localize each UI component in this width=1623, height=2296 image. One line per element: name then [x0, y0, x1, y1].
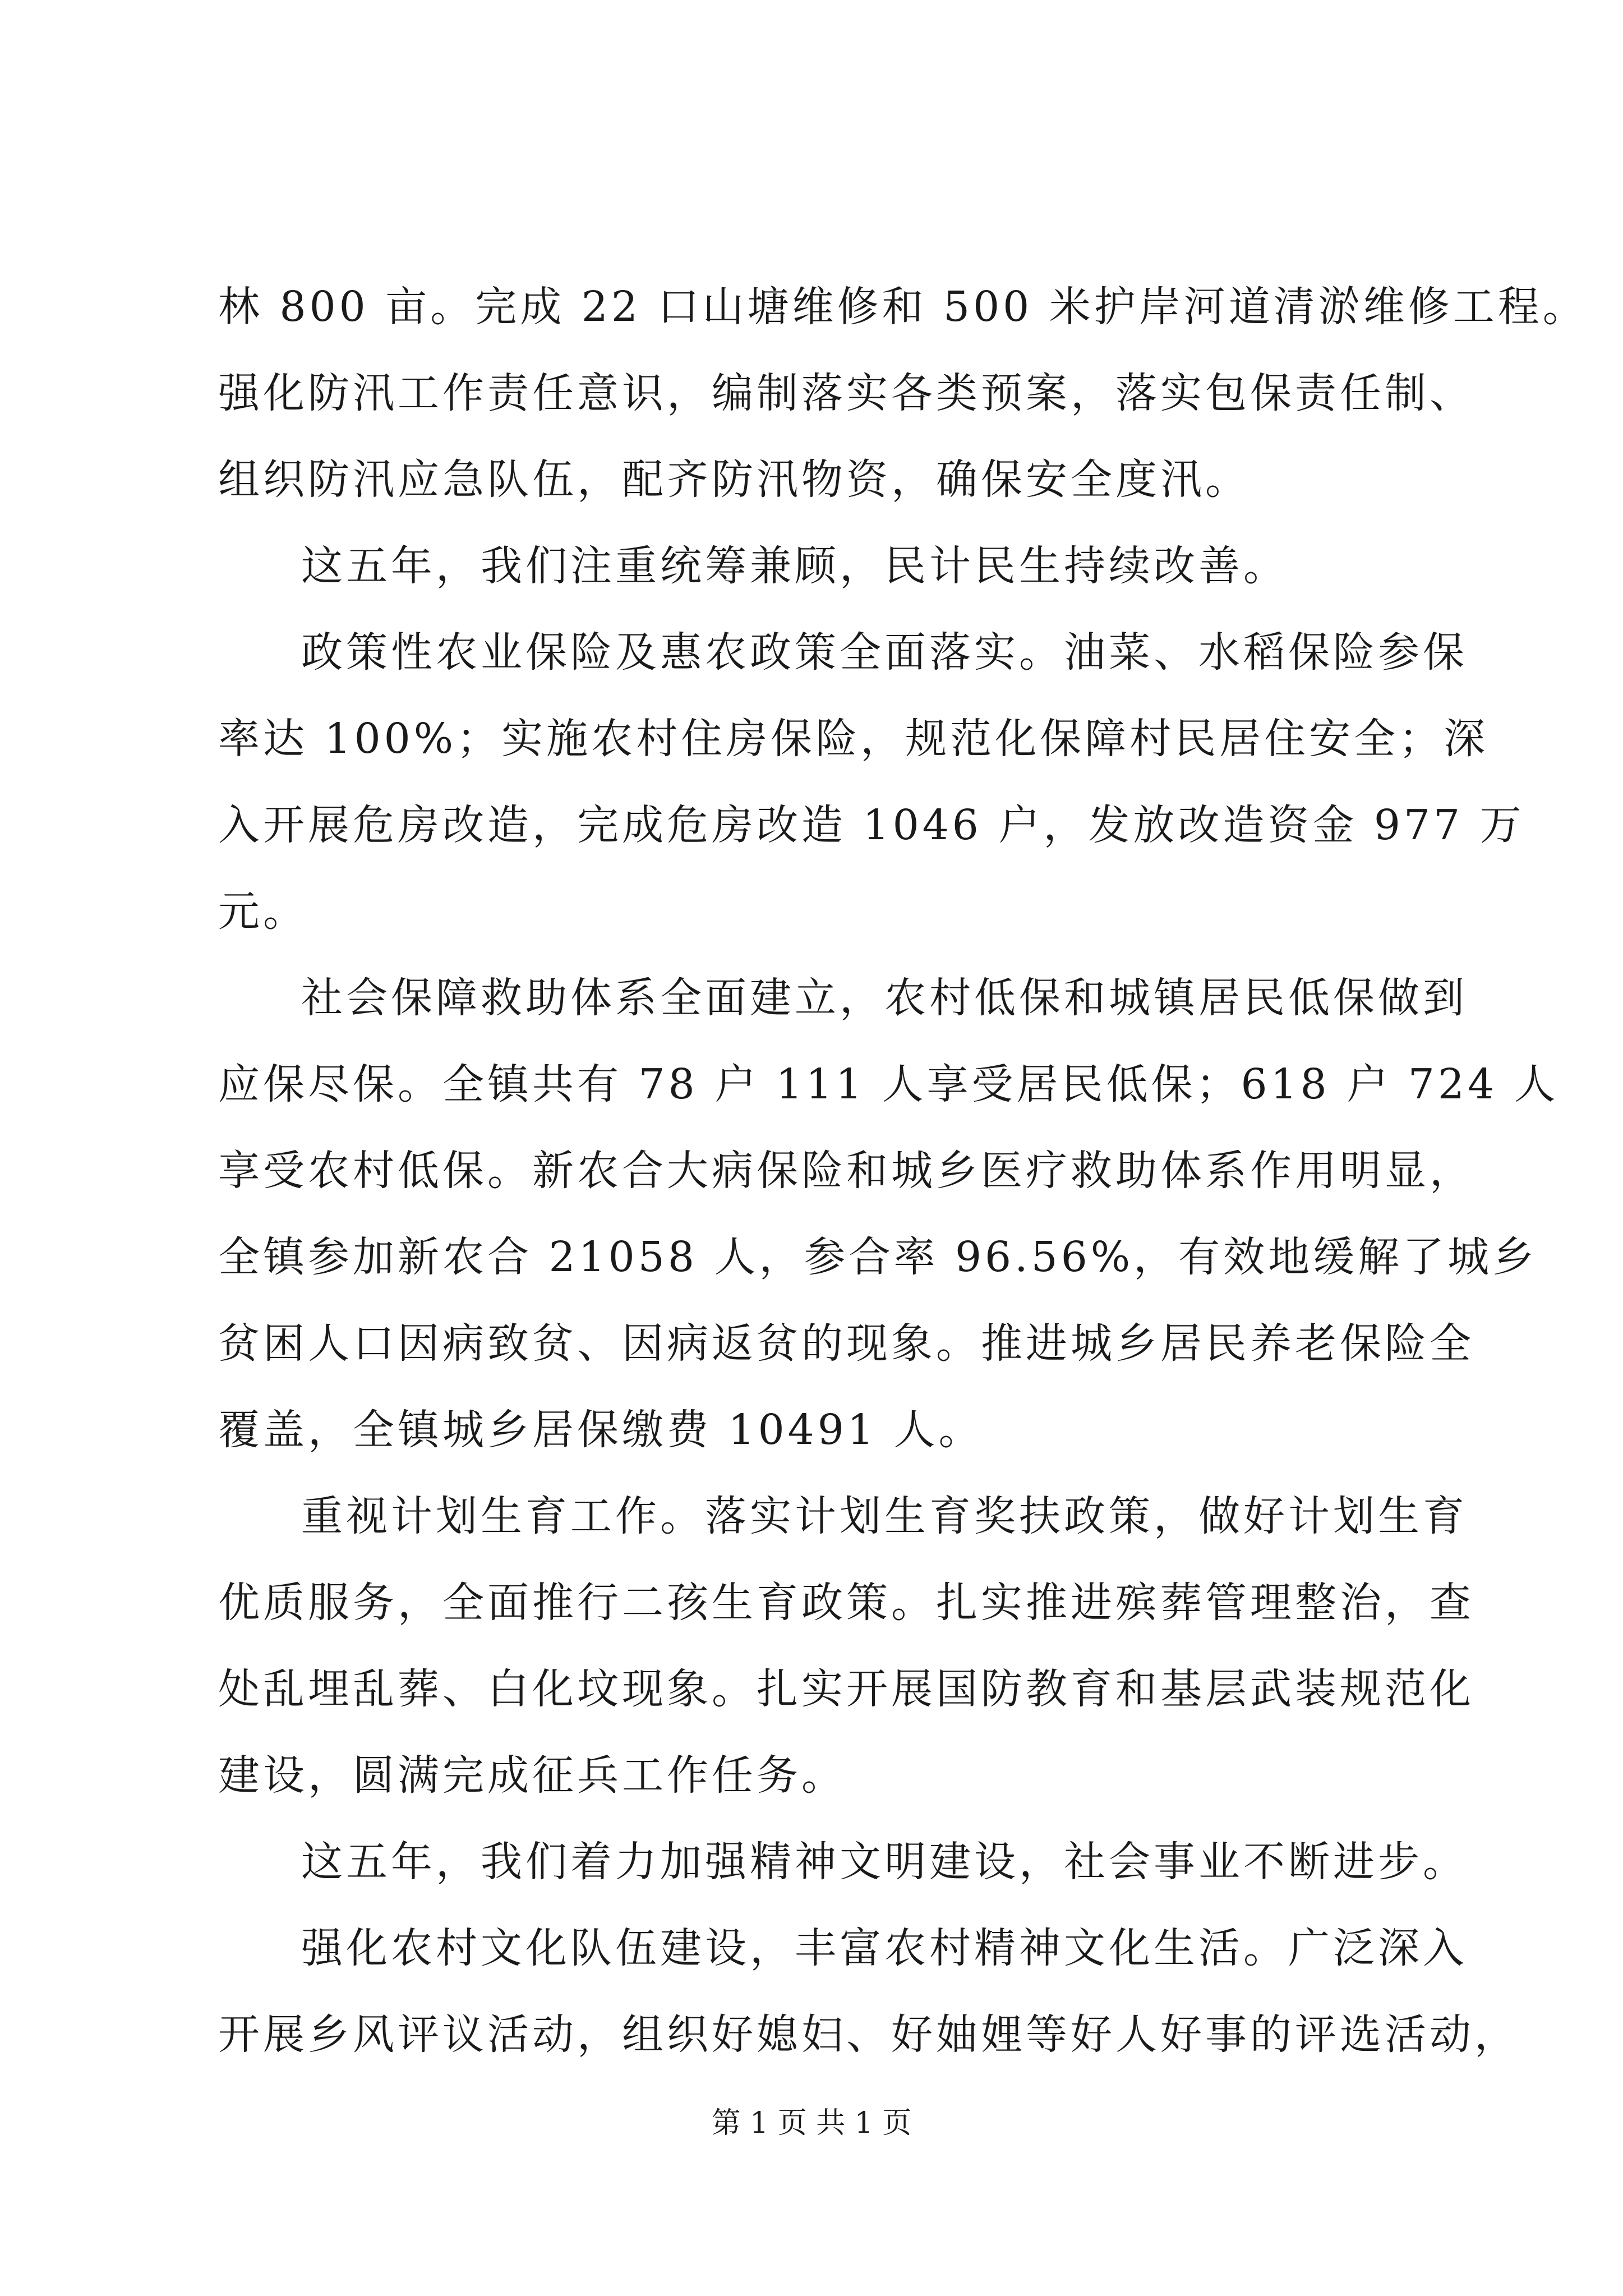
text-line: 率达 100%；实施农村住房保险，规范化保障村民居住安全；深	[218, 715, 1489, 763]
text-line: 贫困人口因病致贫、因病返贫的现象。推进城乡居民养老保险全	[218, 1319, 1474, 1368]
text-line: 入开展危房改造，完成危房改造 1046 户，发放改造资金 977 万	[218, 801, 1525, 849]
text-line: 元。	[218, 887, 308, 936]
document-body	[218, 264, 1588, 2078]
paragraph-first-line: 强化农村文化队伍建设，丰富农村精神文化生活。广泛深入	[301, 1924, 1468, 1972]
paragraph-first-line: 社会保障救助体系全面建立，农村低保和城镇居民低保做到	[301, 974, 1468, 1022]
text-line: 享受农村低保。新农合大病保险和城乡医疗救助体系作用明显，	[218, 1147, 1474, 1195]
text-line: 应保尽保。全镇共有 78 户 111 人享受居民低保；618 户 724 人	[218, 1060, 1559, 1108]
text-line: 覆盖，全镇城乡居保缴费 10491 人。	[218, 1406, 984, 1454]
text-line: 强化防汛工作责任意识，编制落实各类预案，落实包保责任制、	[218, 369, 1474, 417]
paragraph-first-line: 政策性农业保险及惠农政策全面落实。油菜、水稻保险参保	[301, 628, 1468, 677]
paragraph-first-line: 重视计划生育工作。落实计划生育奖扶政策，做好计划生育	[301, 1492, 1468, 1540]
paragraph-heading-line: 这五年，我们注重统筹兼顾，民计民生持续改善。	[301, 542, 1288, 590]
page-number-footer: 第 1 页 共 1 页	[711, 2106, 912, 2140]
text-line: 组织防汛应急队伍，配齐防汛物资，确保安全度汛。	[218, 455, 1250, 504]
text-line: 优质服务，全面推行二孩生育政策。扎实推进殡葬管理整治，查	[218, 1579, 1474, 1627]
text-line: 建设，圆满完成征兵工作任务。	[218, 1751, 846, 1800]
text-line: 处乱埋乱葬、白化坟现象。扎实开展国防教育和基层武装规范化	[218, 1665, 1474, 1713]
text-line: 林 800 亩。完成 22 口山塘维修和 500 米护岸河道清淤维修工程。	[218, 283, 1588, 331]
paragraph-heading-line: 这五年，我们着力加强精神文明建设，社会事业不断进步。	[301, 1838, 1468, 1886]
text-line: 开展乡风评议活动，组织好媳妇、好妯娌等好人好事的评选活动，	[218, 2010, 1519, 2059]
text-line: 全镇参加新农合 21058 人，参合率 96.56%，有效地缓解了城乡	[218, 1233, 1538, 1281]
